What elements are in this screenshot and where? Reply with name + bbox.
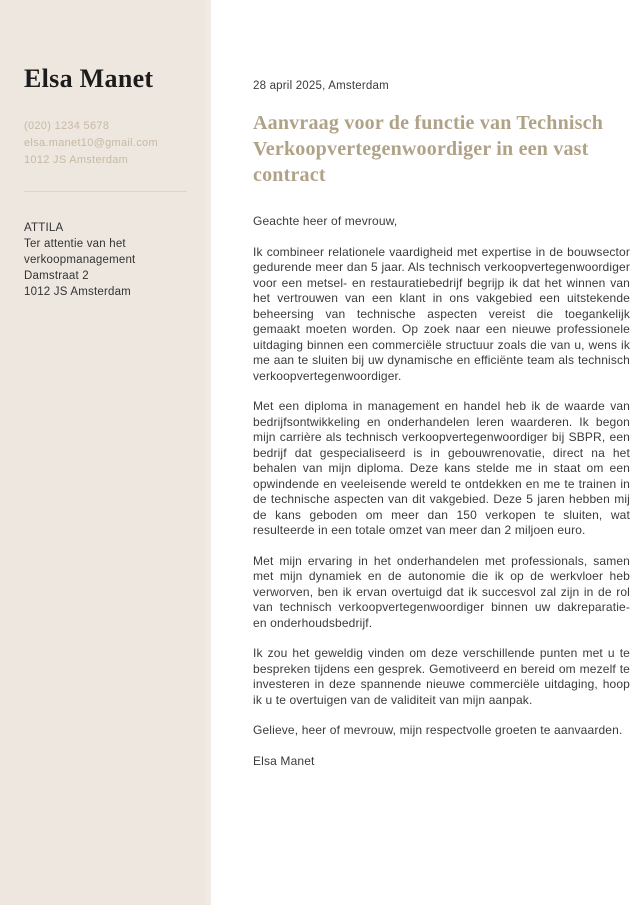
paragraph-1: Ik combineer relationele vaardigheid met expertise in de bouwsector gedurende meer dan 5 jaar. Als technisch verkoopvertegenwoordiger voor een metsel- en restauratiebedrijf begrijp ik dat het winnen van het vertrouwen van een klant in ons vakgebied een uitstekende beheersing van technische aspecten vereist die toegankelijk gemaakt moeten worden. Op zoek naar een nieuwe professionele uitdaging binnen een commerciële structuur zoals die van u, wens ik me aan te sluiten bij uw dynamische en efficiënte team als technisch verkoopvertegenwoordiger. (253, 244, 630, 383)
closing-line: Gelieve, heer of mevrouw, mijn respectvolle groeten te aanvaarden. (253, 723, 623, 737)
recipient-street: Damstraat 2 (24, 270, 89, 282)
paragraph-4: Ik zou het geweldig vinden om deze verschillende punten met u te bespreken tijdens een gesprek. Gemotiveerd en bereid om mezelf te investeren in deze spannende nieuwe commerciële uitdaging, hoop ik u te overtuigen van de validiteit van mijn aanpak. (253, 646, 630, 707)
recipient-company: ATTILA (24, 222, 64, 234)
sidebar-divider (24, 191, 187, 192)
recipient-block (24, 220, 184, 300)
paragraph-2: Met een diploma in management en handel heb ik de waarde van bedrijfsontwikkeling en onderhandelen leren waarderen. Ik begon mijn carrière als technisch verkoopvertegenwoordiger bij SBPR, een bedrijf dat gespecialiseerd is in gebouwrenovatie, direct na het behalen van mijn diploma. Deze kans stelde me in staat om een opwindende en veeleisende wereld te ontdekken en me te trainen in de technische aspecten van dit vakgebied. Deze 5 jaren hebben mij de kans geboden om meer dan 150 verkopen te sluiten, wat resulteerde in een totale omzet van meer dan 2 miljoen euro. (253, 399, 630, 537)
sender-city: 1012 JS Amsterdam (24, 154, 129, 166)
paragraph-3: Met mijn ervaring in het onderhandelen met professionals, samen met mijn dynamiek en de autonomie die ik op de werkvloer heb verworven, ben ik ervan overtuigd dat ik succesvol zal zijn in de rol van technisch verkoopvertegenwoordiger binnen uw dakreparatie- en onderhoudsbedrijf. (253, 553, 630, 630)
sender-phone: (020) 1234 5678 (24, 120, 110, 132)
dateline: 28 april 2025, Amsterdam (253, 80, 389, 92)
recipient-city: 1012 JS Amsterdam (24, 286, 131, 298)
sender-contact-block (24, 118, 184, 169)
letter-body (253, 0, 630, 784)
recipient-attention: Ter attentie van het verkoopmanagement (24, 238, 136, 266)
sender-email: elsa.manet10@gmail.com (24, 137, 158, 149)
subject-title: Aanvraag voor de functie van Technisch Verkoopvertegenwoordiger in een vast contract (253, 112, 604, 186)
signature: Elsa Manet (253, 753, 315, 768)
salutation: Geachte heer of mevrouw, (253, 214, 398, 228)
sidebar (0, 0, 211, 905)
sender-name: Elsa Manet (24, 64, 154, 93)
